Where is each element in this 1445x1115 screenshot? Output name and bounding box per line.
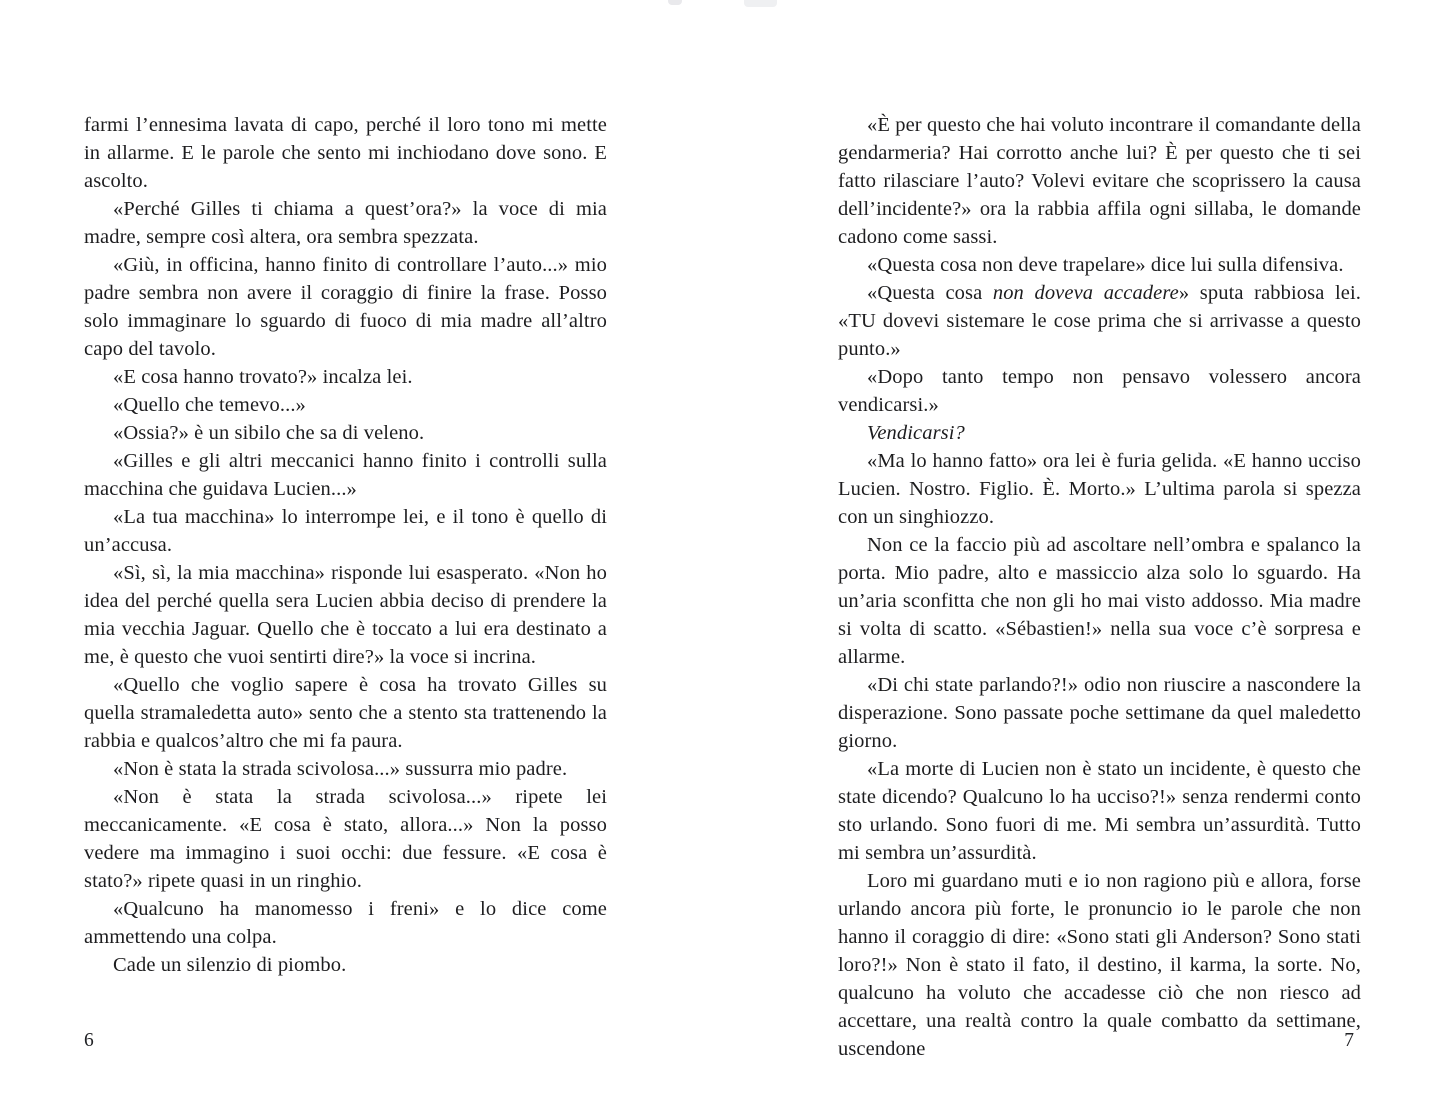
paragraph: «Non è stata la strada scivolosa...» sussurra mio padre.	[113, 758, 568, 780]
toolbar-edge-artifact-2	[744, 0, 777, 7]
paragraph: «Ma lo hanno fatto» ora lei è furia gelida. «E hanno ucciso Lucien. Nostro. Figlio. È. Morto.» L’ultima parola si spezza con un singhiozzo.	[838, 450, 1361, 528]
paragraph: farmi l’ennesima lavata di capo, perché il loro tono mi mette in allarme. E le parole che sento mi inchiodano dove sono. E ascolto.	[84, 114, 607, 192]
paragraph: «Ossia?» è un sibilo che sa di veleno.	[113, 422, 425, 444]
paragraph: «È per questo che hai voluto incontrare il comandante della gendarmeria? Hai corrotto anche lui? È per questo che ti sei fatto rilasciare l’auto? Volevi evitare che scoprissero la causa dell’incidente?» ora la rabbia affila ogni sillaba, le domande cadono come sassi.	[838, 114, 1361, 248]
paragraph: Cade un silenzio di piombo.	[113, 954, 347, 976]
paragraph: «Gilles e gli altri meccanici hanno finito i controlli sulla macchina che guidava Lucien...»	[84, 450, 607, 500]
paragraph: «La tua macchina» lo interrompe lei, e il tono è quello di un’accusa.	[84, 506, 607, 556]
paragraph: «Giù, in officina, hanno finito di controllare l’auto...» mio padre sembra non avere il coraggio di finire la frase. Posso solo immaginare lo sguardo di fuoco di mia madre all’altro capo del tavolo.	[84, 254, 607, 360]
left-page-number: 6	[84, 1030, 94, 1051]
paragraph: «Qualcuno ha manomesso i freni» e lo dice come ammettendo una colpa.	[84, 898, 607, 948]
paragraph: Non ce la faccio più ad ascoltare nell’ombra e spalanco la porta. Mio padre, alto e massiccio alza solo lo sguardo. Ha un’aria sconfitta che non gli ho mai visto addosso. Mia madre si volta di scatto. «Sébastien!» nella sua voce c’è sorpresa e allarme.	[838, 534, 1361, 668]
paragraph: «Questa cosa non deve trapelare» dice lui sulla difensiva.	[867, 254, 1344, 276]
left-page-text	[84, 111, 607, 979]
paragraph: «Sì, sì, la mia macchina» risponde lui esasperato. «Non ho idea del perché quella sera Lucien abbia deciso di prendere la mia vecchia Jaguar. Quello che è toccato a lui era destinato a me, è questo che vuoi sentirti dire?» la voce si incrina.	[84, 562, 607, 668]
right-page-number: 7	[1344, 1030, 1354, 1051]
paragraph: «Quello che voglio sapere è cosa ha trovato Gilles su quella stramaledetta auto» sento che a stento sta trattenendo la rabbia e qualcos’altro che mi fa paura.	[84, 674, 607, 752]
paragraph: «E cosa hanno trovato?» incalza lei.	[113, 366, 413, 388]
right-page-text	[838, 111, 1361, 1063]
paragraph: Loro mi guardano muti e io non ragiono più e allora, forse urlando ancora più forte, le pronuncio io le parole che non hanno il coraggio di dire: «Sono stati gli Anderson? Sono stati loro?!» Non è stato il fato, il destino, il karma, la sorte. No, qualcuno ha voluto che accadesse ciò che non riesco ad accettare, una realtà contro la quale combatto da settimane, uscendone	[838, 870, 1361, 1060]
paragraph: «Non è stata la strada scivolosa...» ripete lei meccanicamente. «E cosa è stato, allora...» Non la posso vedere ma immagino i suoi occhi: due fessure. «E cosa è stato?» ripete quasi in un ringhio.	[84, 786, 607, 892]
paragraph: «Di chi state parlando?!» odio non riuscire a nascondere la disperazione. Sono passate poche settimane da quel maledetto giorno.	[838, 674, 1361, 752]
paragraph: «La morte di Lucien non è stato un incidente, è questo che state dicendo? Qualcuno lo ha ucciso?!» senza rendermi conto sto urlando. Sono fuori di me. Mi sembra un’assurdità. Tutto mi sembra un’assurdità.	[838, 758, 1361, 864]
paragraph: «Dopo tanto tempo non pensavo volessero ancora vendicarsi.»	[838, 366, 1361, 416]
paragraph: «Perché Gilles ti chiama a quest’ora?» la voce di mia madre, sempre così altera, ora sembra spezzata.	[84, 198, 607, 248]
toolbar-edge-artifact-1	[668, 0, 682, 5]
paragraph: «Quello che temevo...»	[113, 394, 306, 416]
paragraph: Vendicarsi?	[867, 422, 965, 444]
paragraph: «Questa cosa non doveva accadere» sputa rabbiosa lei. «TU dovevi sistemare le cose prima che si arrivasse a questo punto.»	[838, 282, 1361, 360]
